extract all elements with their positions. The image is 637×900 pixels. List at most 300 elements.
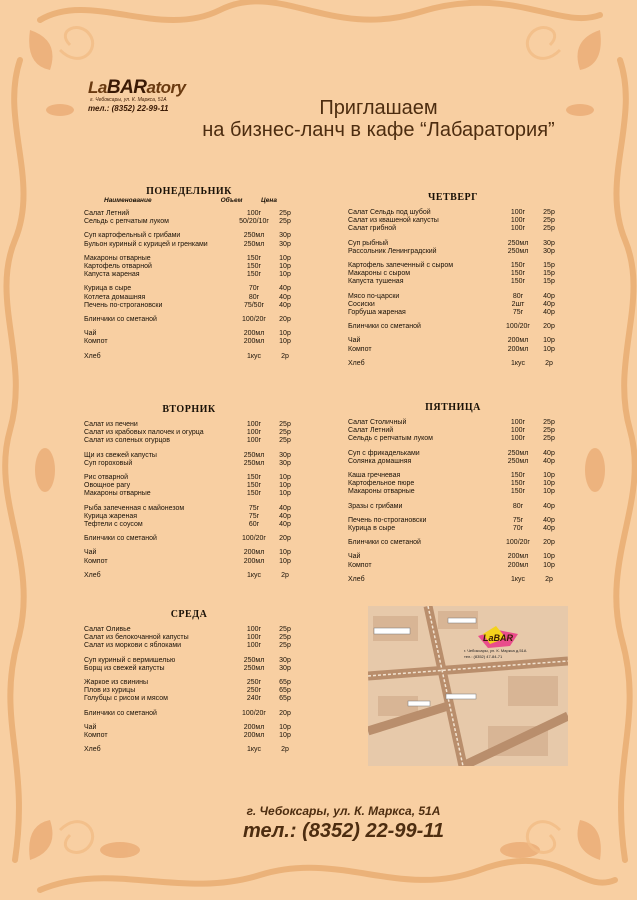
day-title: ПЯТНИЦА (425, 402, 481, 413)
dish-portion: 100г (510, 435, 526, 443)
dish-name: Макароны отварные (348, 488, 415, 496)
dish-price: 2р (545, 575, 553, 583)
menu-item (84, 294, 304, 302)
menu-group (348, 209, 568, 234)
dish-name: Хлеб (84, 571, 101, 579)
dish-price: 40р (543, 309, 555, 317)
dish-price: 10р (543, 345, 555, 353)
dish-portion: 250мл (243, 656, 265, 664)
menu-item (84, 271, 304, 279)
dish-price: 40р (279, 285, 291, 293)
dish-name: Хлеб (84, 746, 101, 754)
dish-name: Компот (348, 345, 372, 353)
dish-name: Чай (84, 723, 97, 731)
dish-name: Компот (84, 338, 108, 346)
dish-name: Сельдь с репчатым луком (84, 218, 169, 226)
menu-item (84, 695, 304, 703)
dish-price: 30р (543, 247, 555, 255)
dish-price: 25р (279, 642, 291, 650)
menu-item (84, 263, 304, 271)
menu-group (348, 262, 568, 287)
dish-name: Бульон куриный с курицей и гренками (84, 240, 208, 248)
dish-portion: 250мл (507, 247, 529, 255)
menu-item (348, 301, 568, 309)
menu-item (348, 323, 568, 331)
invitation-heading: Приглашаем (319, 97, 438, 119)
dish-price: 40р (543, 502, 555, 510)
menu-group (84, 572, 304, 580)
dish-portion: 100/20г (506, 539, 530, 547)
invitation-subheading: на бизнес-ланч в кафе “Лабаратория” (202, 119, 555, 141)
dish-portion: 150г (510, 472, 526, 480)
dish-name: Макароны с сыром (348, 270, 411, 278)
dish-price: 25р (279, 626, 291, 633)
menu-item (348, 419, 568, 427)
dish-price: 2р (281, 746, 289, 754)
dish-price: 25р (279, 218, 291, 226)
dish-price: 40р (279, 512, 291, 520)
dish-portion: 100г (246, 437, 262, 445)
menu-item (84, 232, 304, 240)
menu-item (348, 427, 568, 435)
dish-name: Котлета домашняя (84, 293, 146, 301)
dish-name: Горбуша жареная (348, 309, 406, 317)
dish-price: 10р (279, 254, 291, 262)
logo-address: г. Чебоксары, ул. К. Маркса, 51А (90, 97, 167, 103)
dish-price: 40р (543, 516, 555, 524)
dish-portion: 100/20г (242, 709, 266, 717)
dish-price: 30р (279, 664, 291, 672)
dish-name: Чай (348, 337, 361, 345)
dish-portion: 75г (512, 309, 524, 317)
dish-price: 15р (543, 262, 555, 270)
logo-name-suffix: atory (146, 78, 186, 97)
dish-price: 15р (543, 270, 555, 278)
menu-item (348, 225, 568, 233)
menu-item (348, 337, 568, 345)
dish-portion: 200мл (507, 345, 529, 353)
dish-portion: 100г (246, 642, 262, 650)
menu-item (348, 553, 568, 561)
dish-price: 30р (279, 451, 291, 459)
dish-portion: 70г (248, 285, 260, 293)
dish-portion: 150г (510, 262, 526, 270)
dish-name: Суп картофельный с грибами (84, 232, 181, 240)
dish-price: 25р (279, 429, 291, 437)
menu-group (84, 452, 304, 468)
dish-portion: 1кус (247, 352, 261, 360)
dish-portion: 200мл (243, 557, 265, 565)
dish-price: 10р (279, 474, 291, 482)
location-map (368, 606, 568, 766)
menu-item (84, 330, 304, 338)
dish-name: Салат Летний (348, 427, 394, 435)
dish-price: 65р (279, 695, 291, 703)
dish-price: 10р (279, 263, 291, 271)
dish-name: Компот (84, 732, 108, 740)
dish-name: Чай (348, 553, 361, 561)
menu-item (84, 218, 304, 226)
dish-price: 10р (279, 338, 291, 346)
dish-price: 40р (279, 521, 291, 529)
dish-name: Сосиски (348, 300, 375, 308)
dish-portion: 250мл (507, 239, 529, 247)
menu-item (348, 503, 568, 511)
dish-price: 20р (279, 316, 291, 324)
map-phone: тел.: (8352) 47-84-71 (464, 654, 503, 659)
dish-portion: 150г (510, 278, 526, 286)
dish-name: Зразы с грибами (348, 502, 403, 510)
logo-name-prefix: La (88, 78, 107, 97)
dish-price: 40р (279, 301, 291, 309)
dish-price: 30р (279, 459, 291, 467)
menu-group (348, 323, 568, 331)
dish-price: 25р (279, 437, 291, 445)
menu-item (348, 240, 568, 248)
dish-name: Салат Сельдь под шубой (348, 209, 431, 216)
dish-price: 30р (279, 656, 291, 664)
dish-portion: 50/20/10г (239, 218, 269, 226)
menu-item (84, 626, 304, 634)
dish-portion: 100г (510, 419, 526, 426)
dish-name: Суп с фрикадельками (348, 449, 420, 457)
menu-group (348, 539, 568, 547)
dish-portion: 100г (510, 209, 526, 216)
dish-portion: 80г (512, 292, 524, 300)
dish-name: Компот (84, 557, 108, 565)
dish-portion: 80г (248, 293, 260, 301)
menu-item (348, 209, 568, 217)
menu-item (84, 338, 304, 346)
menu-group (84, 474, 304, 499)
menu-item (84, 429, 304, 437)
dish-price: 10р (279, 271, 291, 279)
dish-name: Суп рыбный (348, 239, 389, 247)
dish-price: 2р (545, 359, 553, 367)
menu-item (84, 460, 304, 468)
menu-item (84, 482, 304, 490)
dish-portion: 100г (246, 634, 262, 642)
menu-group (84, 746, 304, 754)
dish-portion: 1кус (247, 571, 261, 579)
dish-portion: 100/20г (242, 535, 266, 543)
dish-portion: 250мл (243, 664, 265, 672)
dish-portion: 100/20г (506, 323, 530, 331)
dish-price: 10р (279, 330, 291, 338)
menu-item (84, 521, 304, 529)
menu-thursday (348, 192, 568, 368)
menu-group (84, 679, 304, 704)
dish-price: 25р (279, 210, 291, 217)
dish-price: 40р (543, 525, 555, 533)
menu-item (84, 421, 304, 429)
menu-item (84, 474, 304, 482)
dish-price: 25р (543, 427, 555, 435)
dish-portion: 250мл (243, 240, 265, 248)
menu-group (84, 316, 304, 324)
dish-price: 40р (543, 449, 555, 457)
dish-name: Макароны отварные (84, 254, 151, 262)
menu-item (84, 316, 304, 324)
menu-item (84, 490, 304, 498)
dish-name: Салат грибной (348, 225, 397, 233)
dish-price: 10р (543, 561, 555, 569)
dish-portion: 75/50г (243, 301, 265, 309)
menu-item (348, 293, 568, 301)
dish-name: Салат из крабовых палочек и огурца (84, 429, 204, 437)
dish-portion: 150г (246, 474, 262, 482)
dish-name: Мясо по-царски (348, 292, 400, 300)
menu-group (348, 576, 568, 584)
menu-item (348, 346, 568, 354)
dish-name: Печень по-строгановски (84, 301, 163, 309)
dish-portion: 200мл (243, 330, 265, 338)
menu-group (84, 285, 304, 310)
menu-group (348, 553, 568, 569)
dish-portion: 100г (510, 225, 526, 233)
dish-name: Капуста тушеная (348, 278, 404, 286)
dish-portion: 250мл (507, 449, 529, 457)
menu-tuesday (84, 404, 304, 580)
dish-portion: 200мл (507, 553, 529, 561)
dish-portion: 1кус (511, 575, 525, 583)
dish-name: Рыба запеченная с майонезом (84, 504, 185, 512)
menu-item (348, 480, 568, 488)
dish-portion: 150г (246, 271, 262, 279)
menu-item (84, 452, 304, 460)
dish-name: Макароны отварные (84, 490, 151, 498)
dish-price: 40р (543, 457, 555, 465)
dish-portion: 150г (246, 482, 262, 490)
menu-item (84, 710, 304, 718)
dish-portion: 2шт (511, 300, 525, 308)
dish-name: Блинчики со сметаной (348, 539, 421, 547)
menu-item (348, 360, 568, 368)
dish-portion: 70г (512, 525, 524, 533)
map-address: г. Чебоксары, ул. К. Маркса д.51А (464, 648, 527, 653)
dish-portion: 250мл (243, 232, 265, 240)
menu-group (348, 450, 568, 466)
dish-name: Салат из соленых огурцов (84, 437, 171, 445)
dish-name: Тефтели с соусом (84, 521, 143, 529)
dish-name: Борщ из свежей капусты (84, 664, 165, 672)
column-header-volume: Объем (220, 197, 243, 204)
menu-group (84, 421, 304, 446)
dish-price: 20р (543, 323, 555, 331)
dish-name: Картофель отварной (84, 263, 152, 271)
menu-item (84, 302, 304, 310)
menu-item (348, 435, 568, 443)
dish-portion: 150г (510, 488, 526, 496)
dish-name: Салат Столичный (348, 419, 407, 426)
menu-item (348, 539, 568, 547)
menu-item (348, 248, 568, 256)
menu-friday (348, 402, 568, 584)
day-title: ЧЕТВЕРГ (428, 192, 478, 203)
dish-portion: 100г (246, 626, 262, 633)
dish-name: Салат Оливье (84, 626, 131, 633)
menu-group (84, 710, 304, 718)
dish-portion: 240г (246, 695, 262, 703)
dish-portion: 200мл (507, 561, 529, 569)
menu-group (84, 210, 304, 226)
dish-name: Салат из моркови с яблоками (84, 642, 182, 650)
dish-name: Салат из белокочанной капусты (84, 634, 189, 642)
menu-group (348, 360, 568, 368)
dish-portion: 150г (246, 254, 262, 262)
dish-price: 65р (279, 687, 291, 695)
menu-item (84, 732, 304, 740)
logo-phone: тел.: (8352) 22-99-11 (88, 104, 169, 113)
dish-name: Суп куриный с вермишелью (84, 656, 176, 664)
logo (88, 77, 186, 99)
menu-item (348, 525, 568, 533)
menu-item (348, 562, 568, 570)
menu-item (348, 458, 568, 466)
menu-group (84, 535, 304, 543)
menu-item (84, 437, 304, 445)
dish-portion: 250мл (507, 457, 529, 465)
menu-group (84, 505, 304, 530)
menu-group (84, 626, 304, 651)
dish-price: 10р (279, 482, 291, 490)
dish-portion: 100г (246, 421, 262, 428)
dish-name: Сельдь с репчатым луком (348, 435, 433, 443)
dish-name: Курица в сыре (84, 285, 132, 293)
menu-monday (84, 186, 304, 361)
dish-portion: 200мл (243, 549, 265, 557)
menu-group (348, 419, 568, 444)
dish-price: 10р (543, 337, 555, 345)
menu-item (348, 309, 568, 317)
menu-item (348, 262, 568, 270)
logo-name-mid: BAR (106, 77, 147, 98)
column-header-name: Наименование (104, 197, 152, 204)
dish-price: 30р (279, 240, 291, 248)
dish-portion: 200мл (243, 732, 265, 740)
day-title: СРЕДА (170, 609, 208, 620)
dish-portion: 75г (248, 504, 260, 512)
dish-portion: 100г (246, 429, 262, 437)
dish-price: 25р (543, 435, 555, 443)
dish-portion: 250мл (243, 459, 265, 467)
dish-price: 25р (279, 421, 291, 428)
dish-price: 40р (279, 504, 291, 512)
dish-portion: 75г (248, 512, 260, 520)
dish-price: 65р (279, 679, 291, 687)
menu-item (84, 724, 304, 732)
dish-portion: 1кус (511, 359, 525, 367)
menu-item (348, 450, 568, 458)
menu-wednesday (84, 609, 304, 754)
menu-item (84, 210, 304, 218)
dish-portion: 150г (246, 263, 262, 271)
dish-price: 40р (279, 293, 291, 301)
dish-price: 10р (279, 732, 291, 740)
dish-portion: 150г (510, 480, 526, 488)
menu-item (84, 746, 304, 754)
footer-phone: тел.: (8352) 22-99-11 (242, 820, 445, 842)
menu-group (84, 724, 304, 740)
dish-portion: 75г (512, 516, 524, 524)
dish-name: Рассольник Ленинградский (348, 247, 437, 255)
dish-name: Суп гороховый (84, 459, 133, 467)
menu-item (84, 505, 304, 513)
dish-portion: 150г (246, 490, 262, 498)
dish-name: Чай (84, 330, 97, 338)
menu-item (348, 488, 568, 496)
dish-name: Салат из печени (84, 421, 138, 428)
dish-portion: 1кус (247, 746, 261, 754)
dish-name: Салат из квашеной капусты (348, 217, 439, 225)
dish-price: 15р (543, 278, 555, 286)
dish-portion: 200мл (243, 338, 265, 346)
menu-group (348, 240, 568, 256)
menu-item (84, 241, 304, 249)
dish-name: Щи из свежей капусты (84, 451, 157, 459)
dish-portion: 250г (246, 679, 262, 687)
dish-portion: 100г (510, 217, 526, 225)
footer-address: г. Чебоксары, ул. К. Маркса, 51А (246, 804, 441, 818)
menu-item (84, 572, 304, 580)
dish-name: Плов из курицы (84, 687, 136, 695)
menu-group (348, 517, 568, 533)
menu-item (348, 472, 568, 480)
dish-portion: 250г (246, 687, 262, 695)
dish-name: Курица в сыре (348, 525, 396, 533)
dish-price: 2р (281, 571, 289, 579)
menu-item (84, 549, 304, 557)
menu-item (84, 285, 304, 293)
dish-price: 30р (543, 239, 555, 247)
dish-name: Чай (84, 549, 97, 557)
dish-name: Картофель запеченный с сыром (348, 262, 454, 270)
dish-price: 10р (543, 553, 555, 561)
dish-portion: 100г (246, 210, 262, 217)
menu-item (84, 642, 304, 650)
menu-group (84, 657, 304, 673)
dish-price: 25р (543, 225, 555, 233)
dish-name: Печень по-строгановски (348, 516, 427, 524)
menu-item (348, 517, 568, 525)
dish-price: 10р (279, 490, 291, 498)
dish-price: 25р (279, 634, 291, 642)
menu-item (84, 255, 304, 263)
dish-name: Компот (348, 561, 372, 569)
menu-item (84, 513, 304, 521)
dish-name: Салат Летний (84, 210, 130, 217)
dish-portion: 60г (248, 521, 260, 529)
dish-name: Солянка домашняя (348, 457, 412, 465)
day-title: ВТОРНИК (162, 404, 216, 415)
menu-item (348, 278, 568, 286)
dish-name: Каша гречневая (348, 472, 401, 480)
dish-price: 10р (543, 480, 555, 488)
dish-portion: 250мл (243, 451, 265, 459)
menu-item (84, 558, 304, 566)
menu-group (348, 472, 568, 497)
dish-price: 20р (279, 535, 291, 543)
dish-price: 20р (279, 709, 291, 717)
dish-portion: 100/20г (242, 316, 266, 324)
dish-price: 40р (543, 292, 555, 300)
dish-price: 30р (279, 232, 291, 240)
menu-group (84, 232, 304, 248)
menu-group (348, 337, 568, 353)
dish-portion: 200мл (507, 337, 529, 345)
dish-price: 40р (543, 300, 555, 308)
dish-price: 10р (279, 557, 291, 565)
